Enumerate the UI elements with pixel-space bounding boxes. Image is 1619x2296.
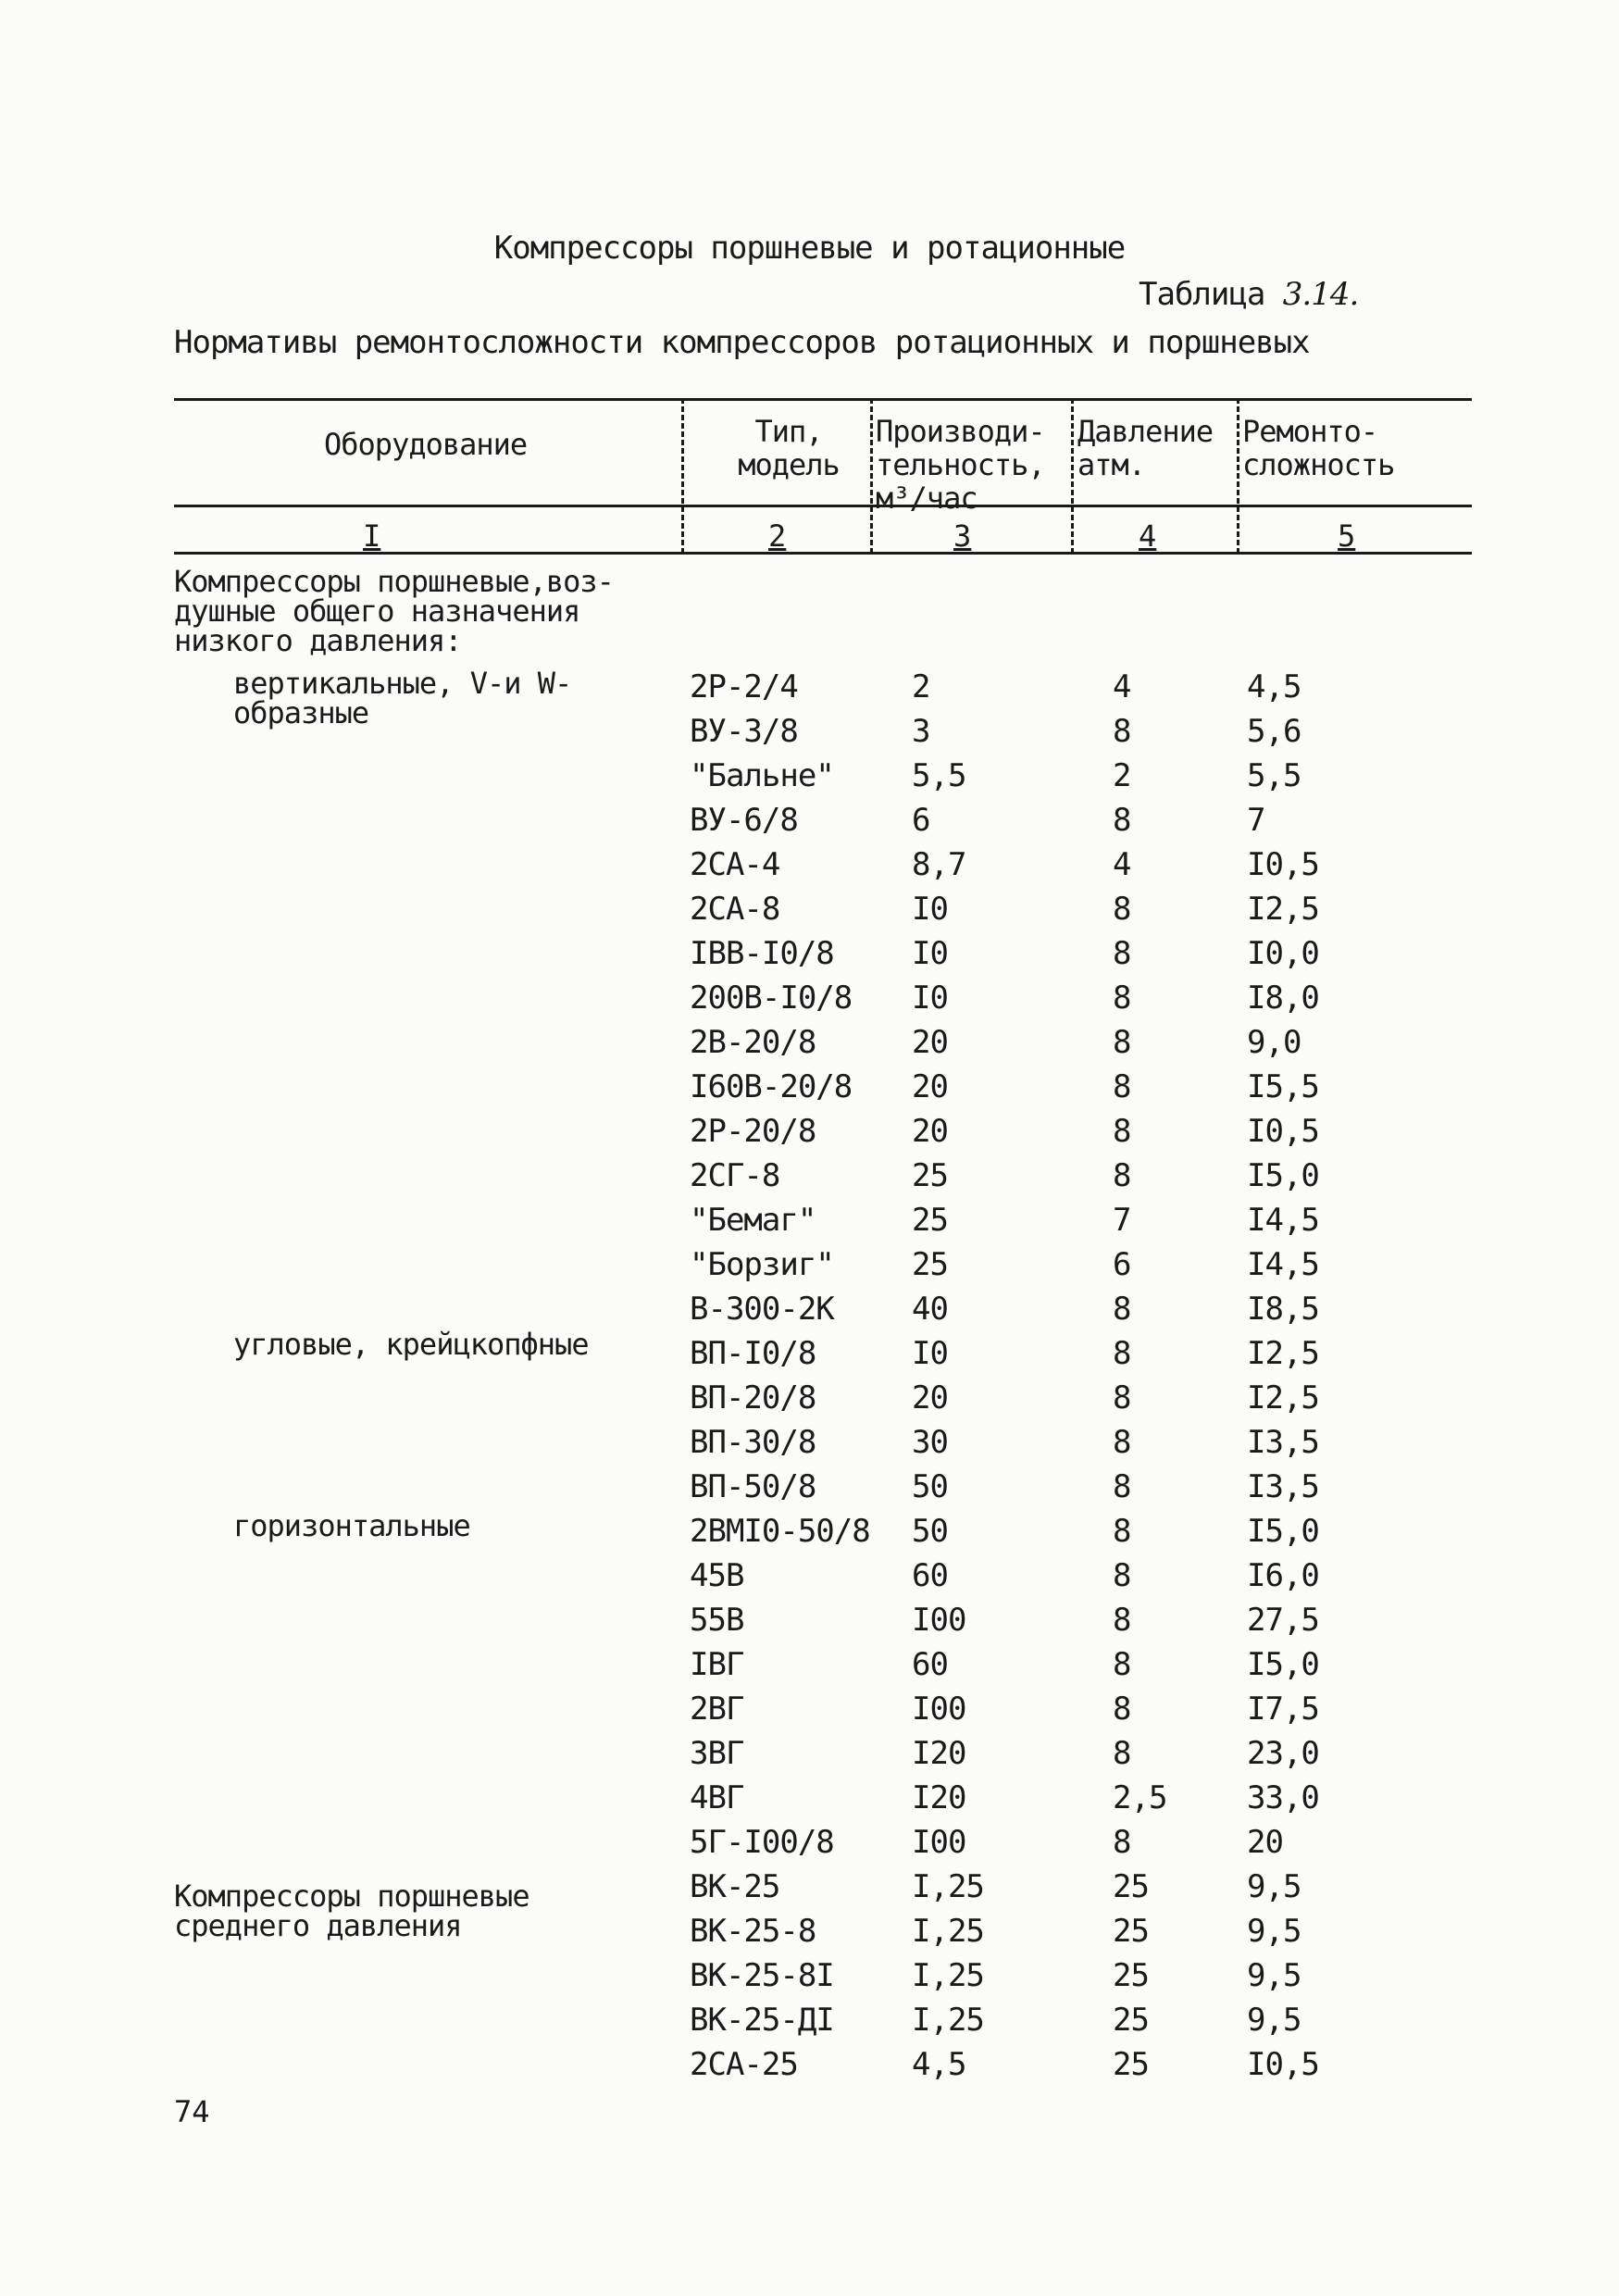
model-cell: 5Г-I00/8 bbox=[690, 1824, 834, 1861]
model-cell: IВГ bbox=[690, 1646, 744, 1683]
model-cell: ВК-25-8I bbox=[690, 1957, 834, 1994]
subgroup-line: вертикальные, V-и W- bbox=[233, 666, 572, 701]
table-row bbox=[0, 713, 1619, 757]
pressure-cell: 7 bbox=[1113, 1202, 1131, 1239]
repair-complexity-cell: 7 bbox=[1247, 802, 1265, 839]
repair-complexity-cell: 9,5 bbox=[1247, 1868, 1301, 1905]
repair-complexity-cell: 9,5 bbox=[1247, 1957, 1301, 1994]
repair-complexity-cell: I2,5 bbox=[1247, 1379, 1319, 1416]
repair-complexity-cell: 9,5 bbox=[1247, 2002, 1301, 2039]
productivity-cell: 20 bbox=[912, 1113, 948, 1150]
productivity-cell: 2 bbox=[912, 668, 930, 705]
page-title: Компрессоры поршневые и ротационные bbox=[493, 230, 1126, 267]
pressure-cell: 8 bbox=[1113, 1691, 1131, 1728]
pressure-cell: 8 bbox=[1113, 935, 1131, 972]
page-number: 74 bbox=[174, 2094, 210, 2129]
table-row bbox=[0, 2046, 1619, 2090]
header-model-line: Тип, bbox=[754, 414, 823, 449]
model-cell: 2Р-20/8 bbox=[690, 1113, 816, 1150]
table-row bbox=[0, 1068, 1619, 1113]
productivity-cell: 3 bbox=[912, 713, 930, 750]
model-cell: "Борзиг" bbox=[690, 1246, 834, 1283]
pressure-cell: 8 bbox=[1113, 891, 1131, 928]
repair-complexity-cell: 9,5 bbox=[1247, 1913, 1301, 1950]
repair-complexity-cell: 27,5 bbox=[1247, 1602, 1319, 1639]
repair-complexity-cell: 5,5 bbox=[1247, 757, 1301, 794]
productivity-cell: 4,5 bbox=[912, 2046, 966, 2083]
repair-complexity-cell: 4,5 bbox=[1247, 668, 1301, 705]
pressure-cell: 8 bbox=[1113, 1024, 1131, 1061]
table-row bbox=[0, 1379, 1619, 1424]
productivity-cell: 20 bbox=[912, 1068, 948, 1105]
model-cell: 45В bbox=[690, 1557, 744, 1594]
table-row bbox=[0, 1202, 1619, 1246]
header-repair-complexity bbox=[1242, 415, 1394, 481]
productivity-cell: 50 bbox=[912, 1468, 948, 1505]
repair-complexity-cell: I8,5 bbox=[1247, 1291, 1319, 1328]
productivity-cell: 20 bbox=[912, 1379, 948, 1416]
pressure-cell: 4 bbox=[1113, 668, 1131, 705]
repair-complexity-cell: 23,0 bbox=[1247, 1735, 1319, 1772]
table-row bbox=[0, 2002, 1619, 2046]
repair-complexity-cell: I0,5 bbox=[1247, 2046, 1319, 2083]
pressure-cell: 4 bbox=[1113, 846, 1131, 883]
table-row bbox=[0, 846, 1619, 891]
productivity-cell: I20 bbox=[912, 1735, 966, 1772]
model-cell: 4ВГ bbox=[690, 1779, 744, 1816]
pressure-cell: 8 bbox=[1113, 1824, 1131, 1861]
model-cell: "Бальне" bbox=[690, 757, 834, 794]
repair-complexity-cell: I3,5 bbox=[1247, 1468, 1319, 1505]
model-cell: 2СГ-8 bbox=[690, 1157, 780, 1194]
table-row bbox=[0, 1957, 1619, 2002]
model-cell: ВП-I0/8 bbox=[690, 1335, 816, 1372]
model-cell: 2Р-2/4 bbox=[690, 668, 798, 705]
repair-complexity-cell: 9,0 bbox=[1247, 1024, 1301, 1061]
header-equipment: Оборудование bbox=[324, 427, 528, 462]
model-cell: 3ВГ bbox=[690, 1735, 744, 1772]
pressure-cell: 8 bbox=[1113, 1157, 1131, 1194]
header-productivity-line: Производи- bbox=[876, 414, 1045, 449]
repair-complexity-cell: I2,5 bbox=[1247, 1335, 1319, 1372]
productivity-cell: I,25 bbox=[912, 1913, 984, 1950]
productivity-cell: 5,5 bbox=[912, 757, 966, 794]
model-cell: 2В-20/8 bbox=[690, 1024, 816, 1061]
table-row bbox=[0, 1157, 1619, 1202]
table-row bbox=[0, 1113, 1619, 1157]
table-row bbox=[0, 1646, 1619, 1691]
productivity-cell: 25 bbox=[912, 1157, 948, 1194]
pressure-cell: 8 bbox=[1113, 713, 1131, 750]
subgroup-line: образные bbox=[233, 695, 369, 730]
productivity-cell: 25 bbox=[912, 1246, 948, 1283]
productivity-cell: I0 bbox=[912, 891, 948, 928]
column-separator bbox=[870, 398, 873, 554]
model-cell: ВП-50/8 bbox=[690, 1468, 816, 1505]
table-row bbox=[0, 1291, 1619, 1335]
model-cell: ВУ-6/8 bbox=[690, 802, 798, 839]
pressure-cell: 25 bbox=[1113, 2002, 1149, 2039]
pressure-cell: 8 bbox=[1113, 1735, 1131, 1772]
productivity-cell: 20 bbox=[912, 1024, 948, 1061]
model-cell: 2ВМI0-50/8 bbox=[690, 1513, 870, 1550]
repair-complexity-cell: I4,5 bbox=[1247, 1246, 1319, 1283]
model-cell: ВК-25-ДI bbox=[690, 2002, 834, 2039]
table-row bbox=[0, 1908, 1619, 1957]
group-heading-line: Компрессоры поршневые bbox=[174, 1878, 529, 1914]
subgroup-angular: угловые, крейцкопфные bbox=[233, 1327, 589, 1362]
table-row bbox=[0, 935, 1619, 980]
table-row bbox=[0, 1508, 1619, 1557]
model-cell: ВП-30/8 bbox=[690, 1424, 816, 1461]
table-row bbox=[0, 1024, 1619, 1068]
productivity-cell: I0 bbox=[912, 935, 948, 972]
pressure-cell: 8 bbox=[1113, 1468, 1131, 1505]
pressure-cell: 8 bbox=[1113, 1602, 1131, 1639]
header-bottom-rule bbox=[174, 505, 1472, 507]
pressure-cell: 8 bbox=[1113, 1646, 1131, 1683]
table-row bbox=[0, 1691, 1619, 1735]
table-row bbox=[0, 1557, 1619, 1602]
table-row bbox=[0, 1602, 1619, 1646]
repair-complexity-cell: I0,5 bbox=[1247, 846, 1319, 883]
productivity-cell: I00 bbox=[912, 1691, 966, 1728]
header-productivity-line: м³/час bbox=[876, 480, 978, 516]
column-number: I bbox=[363, 518, 381, 554]
model-cell: 2СА-4 bbox=[690, 846, 780, 883]
header-repair-line: сложность bbox=[1242, 447, 1395, 482]
pressure-cell: 25 bbox=[1113, 2046, 1149, 2083]
repair-complexity-cell: I8,0 bbox=[1247, 980, 1319, 1017]
productivity-cell: I00 bbox=[912, 1602, 966, 1639]
header-model-line: модель bbox=[738, 447, 840, 482]
model-cell: В-300-2К bbox=[690, 1291, 834, 1328]
productivity-cell: I00 bbox=[912, 1824, 966, 1861]
repair-complexity-cell: 20 bbox=[1247, 1824, 1283, 1861]
group-heading-low-pressure bbox=[174, 564, 674, 658]
table-top-rule bbox=[174, 398, 1472, 401]
pressure-cell: 8 bbox=[1113, 802, 1131, 839]
repair-complexity-cell: I0,0 bbox=[1247, 935, 1319, 972]
table-row bbox=[0, 1424, 1619, 1468]
repair-complexity-cell: I0,5 bbox=[1247, 1113, 1319, 1150]
pressure-cell: 8 bbox=[1113, 1335, 1131, 1372]
model-cell: 2СА-25 bbox=[690, 2046, 798, 2083]
table-row bbox=[0, 1335, 1619, 1379]
table-row bbox=[0, 1824, 1619, 1868]
repair-complexity-cell: I4,5 bbox=[1247, 1202, 1319, 1239]
model-cell: "Бемаг" bbox=[690, 1202, 816, 1239]
column-number: 2 bbox=[768, 518, 787, 554]
repair-complexity-cell: I5,0 bbox=[1247, 1646, 1319, 1683]
model-cell: 2СА-8 bbox=[690, 891, 780, 928]
group-heading-line: низкого давления: bbox=[174, 623, 462, 658]
repair-complexity-cell: I2,5 bbox=[1247, 891, 1319, 928]
pressure-cell: 2 bbox=[1113, 757, 1131, 794]
repair-complexity-cell: 33,0 bbox=[1247, 1779, 1319, 1816]
model-cell: 2ВГ bbox=[690, 1691, 744, 1728]
model-cell: 200В-I0/8 bbox=[690, 980, 853, 1017]
productivity-cell: I,25 bbox=[912, 1957, 984, 1994]
pressure-cell: 8 bbox=[1113, 1557, 1131, 1594]
model-cell: IВВ-I0/8 bbox=[690, 935, 834, 972]
pressure-cell: 6 bbox=[1113, 1246, 1131, 1283]
table-row bbox=[0, 980, 1619, 1024]
pressure-cell: 8 bbox=[1113, 1291, 1131, 1328]
model-cell: I60В-20/8 bbox=[690, 1068, 853, 1105]
column-separator bbox=[1071, 398, 1074, 554]
productivity-cell: 25 bbox=[912, 1202, 948, 1239]
table-row bbox=[0, 1779, 1619, 1824]
header-productivity-line: тельность, bbox=[876, 447, 1045, 482]
header-pressure-line: Давление bbox=[1077, 414, 1214, 449]
table-label bbox=[1139, 276, 1358, 313]
column-separator bbox=[681, 398, 684, 554]
repair-complexity-cell: I6,0 bbox=[1247, 1557, 1319, 1594]
repair-complexity-cell: I5,0 bbox=[1247, 1157, 1319, 1194]
pressure-cell: 8 bbox=[1113, 1513, 1131, 1550]
productivity-cell: 60 bbox=[912, 1557, 948, 1594]
model-cell: ВК-25-8 bbox=[690, 1913, 816, 1950]
repair-complexity-cell: I3,5 bbox=[1247, 1424, 1319, 1461]
productivity-cell: 30 bbox=[912, 1424, 948, 1461]
productivity-cell: 6 bbox=[912, 802, 930, 839]
pressure-cell: 8 bbox=[1113, 1113, 1131, 1150]
productivity-cell: 8,7 bbox=[912, 846, 966, 883]
table-row bbox=[0, 1246, 1619, 1291]
header-pressure bbox=[1077, 415, 1213, 481]
productivity-cell: 50 bbox=[912, 1513, 948, 1550]
repair-complexity-cell: I5,5 bbox=[1247, 1068, 1319, 1105]
productivity-cell: I0 bbox=[912, 980, 948, 1017]
header-productivity bbox=[876, 415, 1045, 515]
repair-complexity-cell: 5,6 bbox=[1247, 713, 1301, 750]
column-number: 5 bbox=[1338, 518, 1356, 554]
subgroup-horizontal: горизонтальные bbox=[233, 1508, 470, 1543]
repair-complexity-cell: I7,5 bbox=[1247, 1691, 1319, 1728]
productivity-cell: 60 bbox=[912, 1646, 948, 1683]
productivity-cell: I,25 bbox=[912, 2002, 984, 2039]
model-cell: ВУ-3/8 bbox=[690, 713, 798, 750]
pressure-cell: 8 bbox=[1113, 1379, 1131, 1416]
productivity-cell: I,25 bbox=[912, 1868, 984, 1905]
pressure-cell: 8 bbox=[1113, 980, 1131, 1017]
table-row bbox=[0, 1468, 1619, 1513]
pressure-cell: 8 bbox=[1113, 1068, 1131, 1105]
header-pressure-line: атм. bbox=[1077, 447, 1146, 482]
table-row bbox=[0, 757, 1619, 802]
table-row bbox=[0, 891, 1619, 935]
table-caption: Нормативы ремонтосложности компрессоров ротационных и поршневых bbox=[174, 324, 1310, 361]
header-repair-line: Ремонто- bbox=[1242, 414, 1378, 449]
pressure-cell: 25 bbox=[1113, 1868, 1149, 1905]
table-label-text: Таблица bbox=[1139, 276, 1265, 313]
productivity-cell: I0 bbox=[912, 1335, 948, 1372]
group-heading-line: среднего давления bbox=[174, 1908, 462, 1943]
pressure-cell: 25 bbox=[1113, 1957, 1149, 1994]
model-cell: 55В bbox=[690, 1602, 744, 1639]
column-number: 3 bbox=[953, 518, 972, 554]
productivity-cell: 40 bbox=[912, 1291, 948, 1328]
model-cell: ВП-20/8 bbox=[690, 1379, 816, 1416]
group-heading-line: Компрессоры поршневые,воз- bbox=[174, 564, 614, 599]
header-model bbox=[724, 415, 853, 481]
table-row bbox=[0, 668, 1619, 713]
group-heading-line: душные общего назначения bbox=[174, 593, 580, 629]
table-row bbox=[0, 802, 1619, 846]
model-cell: ВК-25 bbox=[690, 1868, 780, 1905]
table-row bbox=[0, 1735, 1619, 1779]
repair-complexity-cell: I5,0 bbox=[1247, 1513, 1319, 1550]
column-separator bbox=[1237, 398, 1239, 554]
column-number: 4 bbox=[1139, 518, 1157, 554]
pressure-cell: 25 bbox=[1113, 1913, 1149, 1950]
table-row bbox=[0, 1868, 1619, 1913]
pressure-cell: 2,5 bbox=[1113, 1779, 1167, 1816]
table-number: 3.14. bbox=[1282, 276, 1359, 313]
productivity-cell: I20 bbox=[912, 1779, 966, 1816]
pressure-cell: 8 bbox=[1113, 1424, 1131, 1461]
